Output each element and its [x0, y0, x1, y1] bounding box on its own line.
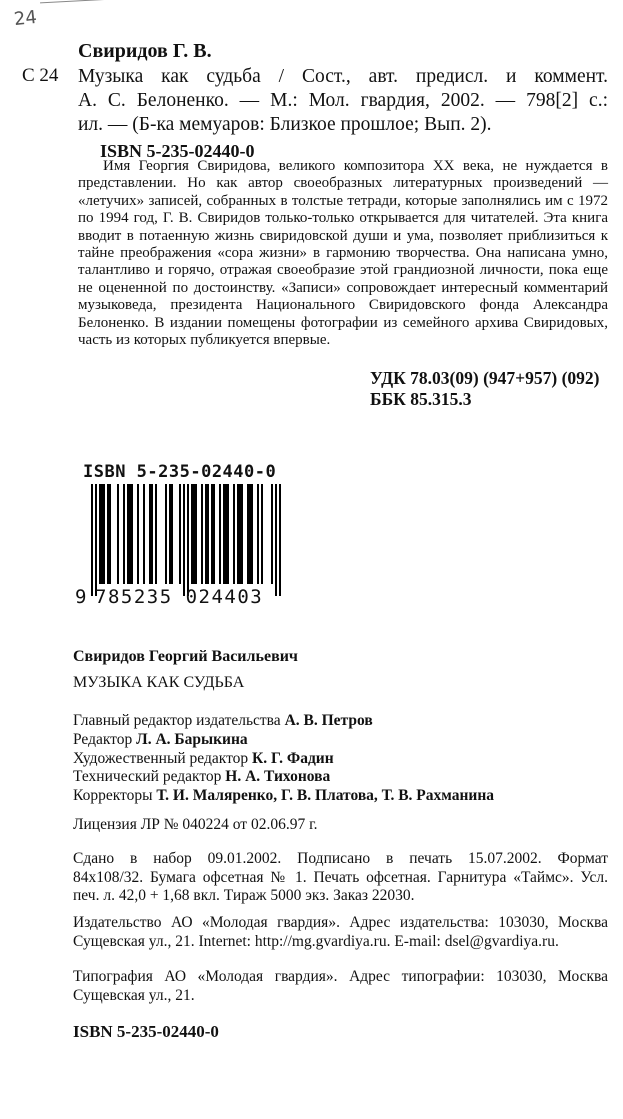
credit-role: Редактор [73, 730, 133, 748]
biblio-line: А. С. Белоненко. — М.: Мол. гвардия, 2002. — 798[2] с.: [78, 90, 608, 111]
barcode-guard-bar [275, 484, 277, 596]
barcode-bar [207, 484, 209, 584]
barcode-bars [75, 484, 285, 596]
barcode-first-digit: 9 [75, 586, 87, 608]
colophon-author: Свиридов Георгий Васильевич [73, 648, 298, 665]
barcode-bar [225, 484, 227, 584]
barcode-bar [195, 484, 197, 584]
barcode-guard-bar [183, 484, 185, 596]
credit-row [73, 712, 494, 731]
printing-info [73, 850, 608, 906]
barcode-bar [237, 484, 239, 584]
barcode-bar [103, 484, 105, 584]
credit-row [73, 731, 494, 750]
barcode-guard-bar [187, 484, 189, 596]
biblio-line: ил. — (Б-ка мемуаров: Близкое прошлое; Вып. 2). [78, 114, 492, 135]
barcode-bar [127, 484, 129, 584]
barcode-bar [149, 484, 151, 584]
credit-name: К. Г. Фадин [252, 749, 334, 767]
colophon-isbn: ISBN 5-235-02440-0 [73, 1022, 219, 1041]
credit-row [73, 787, 494, 806]
credit-role: Корректоры [73, 787, 153, 805]
barcode-guard-bar [95, 484, 97, 596]
credit-name: Н. А. Тихонова [225, 768, 331, 786]
bbk-code: ББК 85.315.3 [370, 389, 472, 409]
barcode-bar [271, 484, 273, 584]
colophon-title: МУЗЫКА КАК СУДЬБА [73, 674, 245, 691]
barcode-bar [131, 484, 133, 584]
barcode-bar [241, 484, 243, 584]
barcode-guard-bar [91, 484, 93, 596]
annotation-text: Имя Георгия Свиридова, великого композитора XX века, не нуждается в представлении. Но как автор своеобразных литературных произведений — «летучих» записей, собранных в толстые тетради, которые заполнялись им с 1972 по 1994 год, Г. В. Свиридов только-только открывается для читателей. Эта книга вводит в потаенную жизнь свиридовской души и ума, позволяет приблизиться к тайне преображения «сора жизни» в гармонию творчества. Она написана умно, талантливо и горячо, отражая своеобразие этой грандиозной личности, пока еще не оцененной по достоинству. «Записи» сопровождает интересный комментарий музыковеда, президента Национального Свиридовского фонда Александра Белоненко. В издании помещены фотографии из семейного архива Свиридовых, часть из которых публикуется впервые. [78, 158, 608, 349]
isbn-barcode [75, 462, 285, 614]
barcode-bar [129, 484, 131, 584]
barcode-bar [101, 484, 103, 584]
barcode-bar [143, 484, 145, 584]
credit-row [73, 768, 494, 787]
printing-line: Сдано в набор 09.01.2002. Подписано в печать 15.07.2002. Формат [73, 850, 608, 867]
barcode-bar [257, 484, 259, 584]
barcode-bar [151, 484, 153, 584]
credit-role: Технический редактор [73, 768, 222, 786]
publisher-line: Издательство АО «Молодая гвардия». Адрес издательства: 103030, Москва [73, 914, 608, 931]
pencil-stroke [40, 0, 130, 3]
barcode-bar [179, 484, 181, 584]
barcode-bar [251, 484, 253, 584]
credit-role: Главный редактор издательства [73, 712, 281, 729]
barcode-digits: 785235 024403 [95, 586, 264, 608]
barcode-bar [205, 484, 207, 584]
udk-code: УДК 78.03(09) (947+957) (092) [370, 368, 600, 388]
barcode-bar [165, 484, 167, 584]
barcode-bar [211, 484, 213, 584]
barcode-bar [193, 484, 195, 584]
credit-role: Художественный редактор [73, 749, 249, 767]
barcode-bar [213, 484, 215, 584]
barcode-bar [169, 484, 171, 584]
barcode-isbn-label: ISBN 5-235-02440-0 [83, 462, 277, 482]
barcode-bar [233, 484, 235, 584]
handwritten-mark: 24 [12, 6, 38, 31]
card-isbn: ISBN 5-235-02440-0 [100, 141, 255, 161]
barcode-guard-bar [279, 484, 281, 596]
barcode-bar [137, 484, 139, 584]
printer-line: Сущевская ул., 21. [73, 987, 195, 1004]
barcode-bar [227, 484, 229, 584]
classification [370, 368, 600, 410]
barcode-bar [249, 484, 251, 584]
barcode-bar [99, 484, 101, 584]
barcode-bar [223, 484, 225, 584]
barcode-bar [219, 484, 221, 584]
credit-row [73, 750, 494, 769]
credits-list [73, 712, 494, 806]
barcode-bar [171, 484, 173, 584]
barcode-bar [155, 484, 157, 584]
barcode-bar [191, 484, 193, 584]
annotation [78, 158, 608, 349]
publisher-line: Сущевская ул., 21. Internet: http://mg.gvardiya.ru. E-mail: dsel@gvardiya.ru. [73, 933, 559, 950]
barcode-bar [247, 484, 249, 584]
barcode-bar [123, 484, 125, 584]
card-author-heading: Свиридов Г. В. [78, 40, 212, 62]
credit-name: А. В. Петров [284, 712, 373, 729]
catalog-code: С 24 [22, 65, 59, 86]
barcode-bar [201, 484, 203, 584]
barcode-bar [117, 484, 119, 584]
barcode-bar [261, 484, 263, 584]
printer-line: Типография АО «Молодая гвардия». Адрес типографии: 103030, Москва [73, 968, 608, 985]
barcode-bar [239, 484, 241, 584]
printer-info [73, 967, 608, 1005]
credit-name: Л. А. Барыкина [136, 730, 248, 748]
printing-line: печ. л. 42,0 + 1,68 вкл. Тираж 5000 экз. Заказ 22030. [73, 887, 415, 904]
credit-name: Т. И. Маляренко, Г. В. Платова, Т. В. Рахманина [156, 787, 495, 805]
bibliographic-description [78, 65, 608, 137]
publisher-info [73, 913, 608, 951]
license: Лицензия ЛР № 040224 от 02.06.97 г. [73, 816, 318, 833]
biblio-line: Музыка как судьба / Сост., авт. предисл. и коммент. [78, 66, 608, 87]
barcode-bar [107, 484, 109, 584]
printing-line: 84x108/32. Бумага офсетная № 1. Печать офсетная. Гарнитура «Таймс». Усл. [73, 868, 608, 886]
barcode-bar [109, 484, 111, 584]
